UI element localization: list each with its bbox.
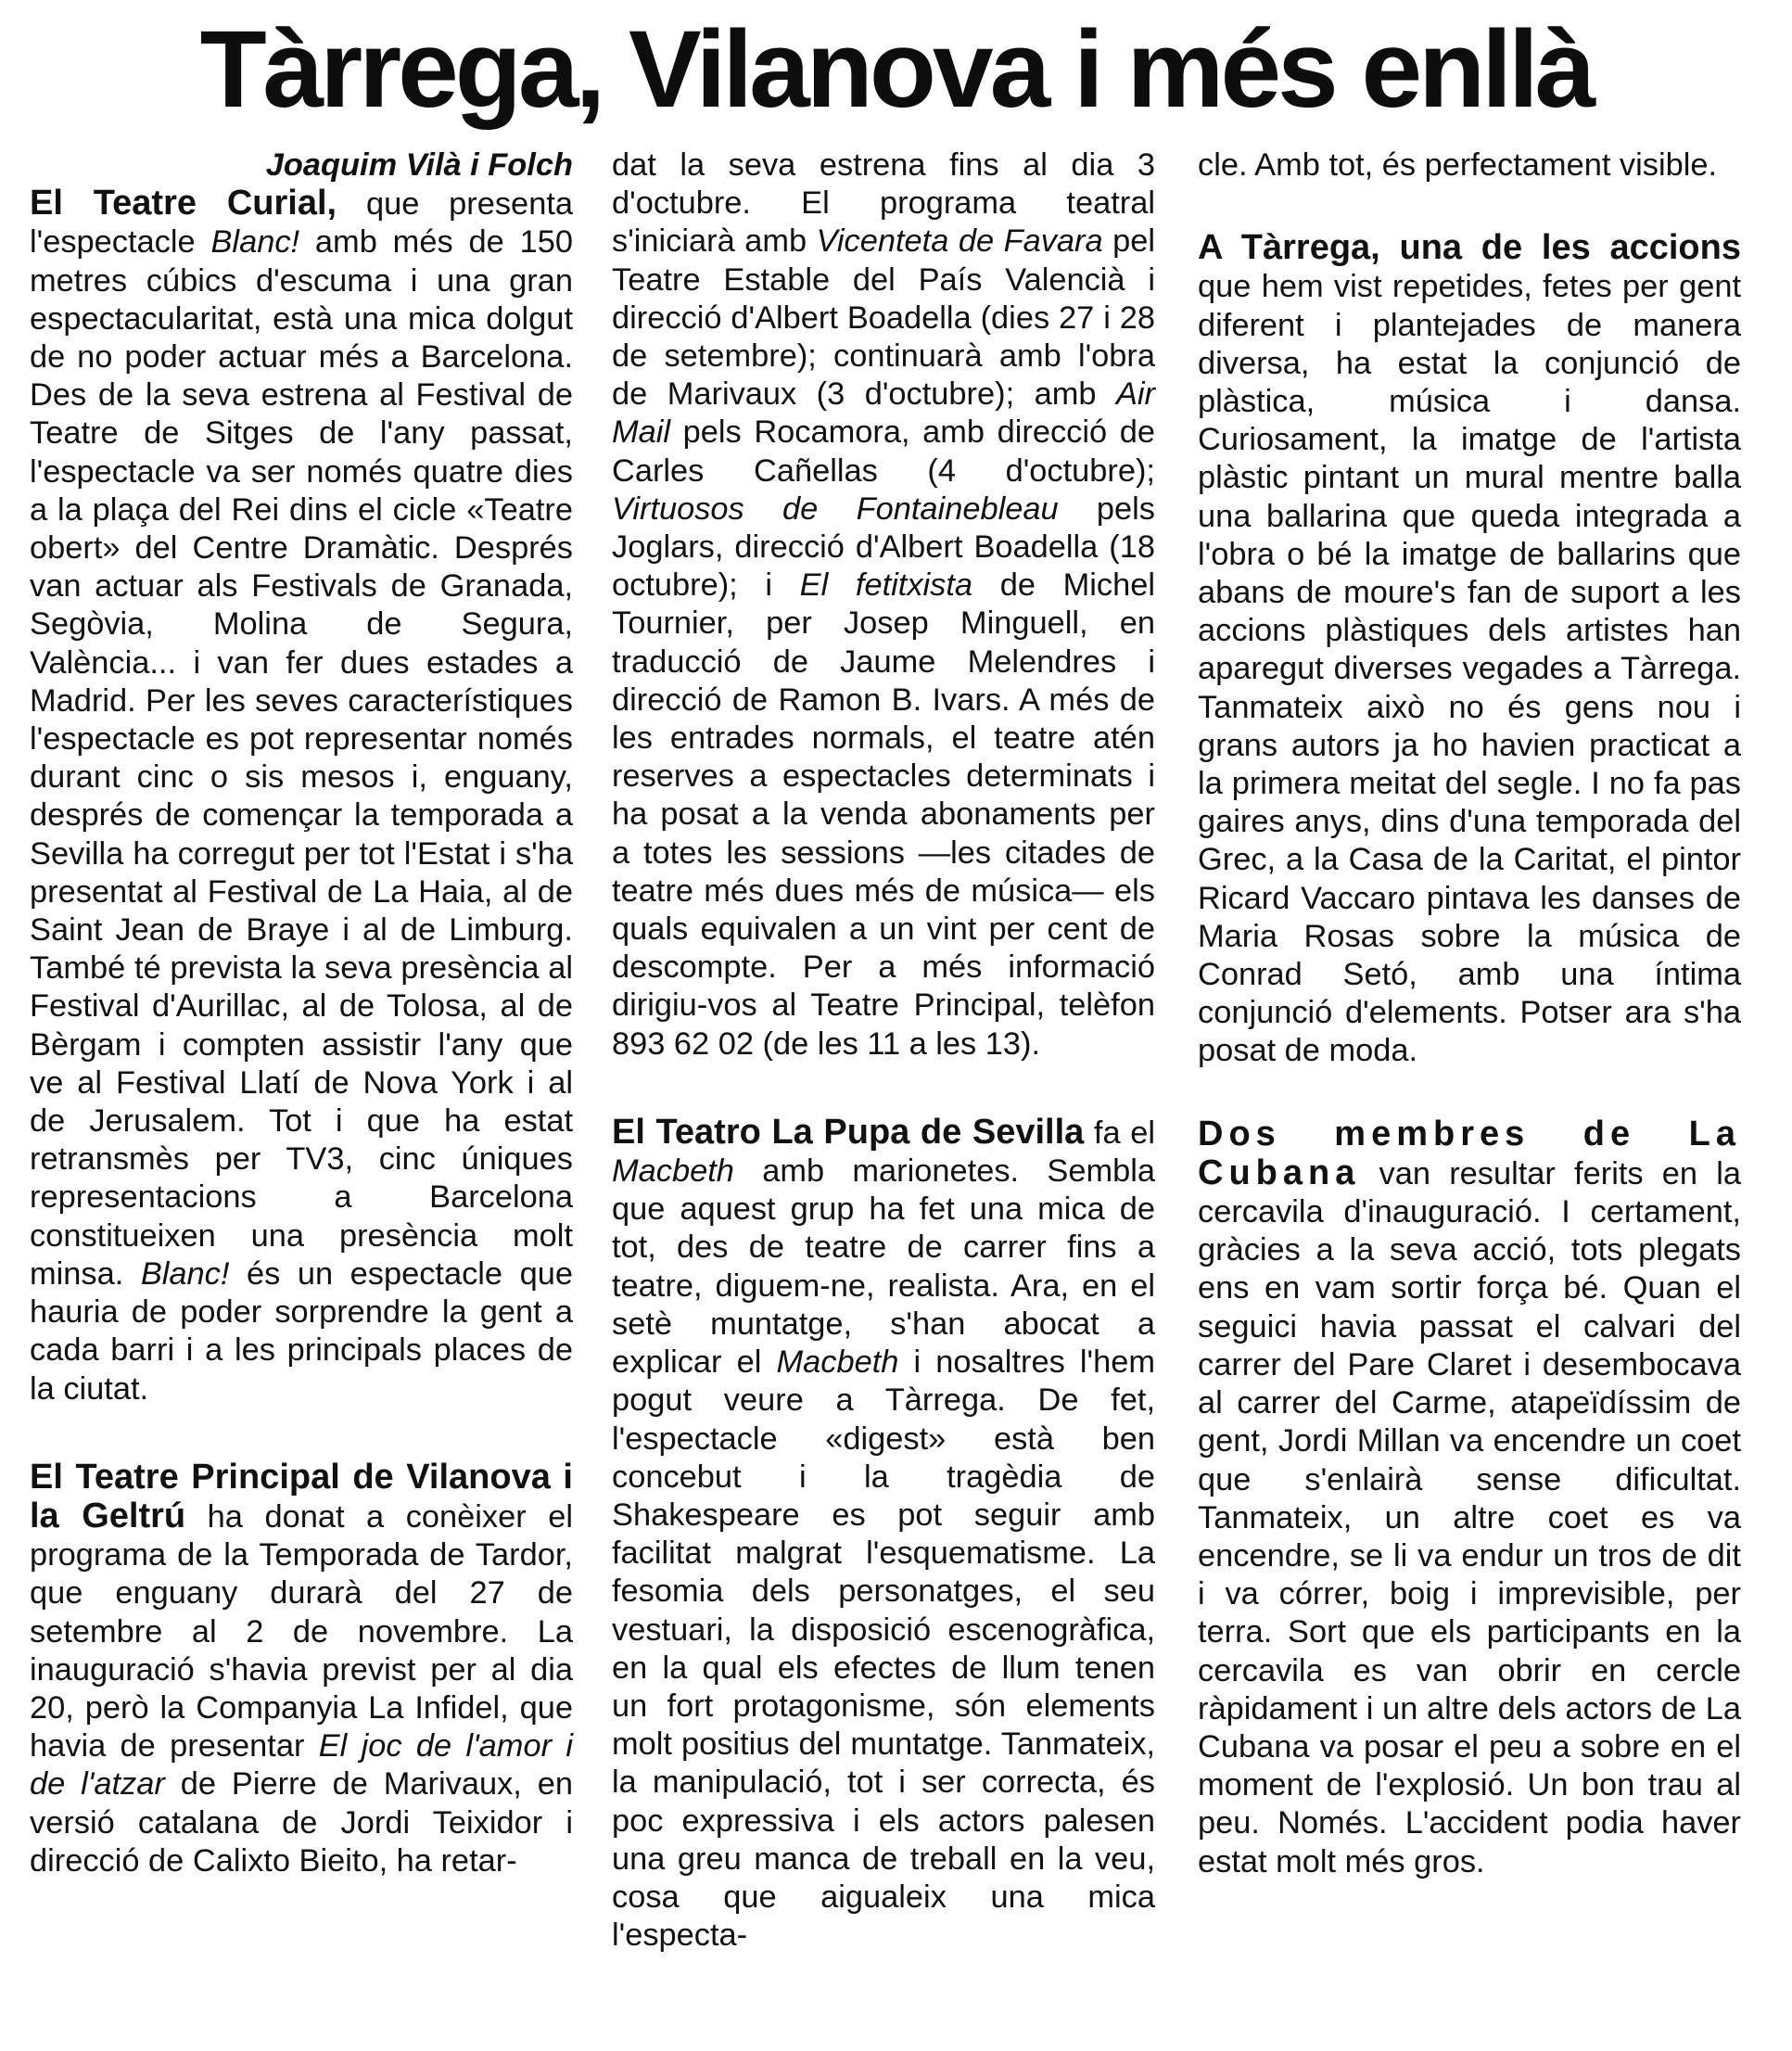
- article-headline: Tàrrega, Vilanova i més enllà: [199, 8, 1593, 131]
- section-spacer: [30, 1408, 573, 1459]
- body-text: amb marionetes. Sembla que aquest grup ha fet una mica de tot, des de teatre de carrer fins a teatre, diguem-ne, realista. Ara, en el setè muntatge, s'han abocat a explicar el: [612, 1153, 1155, 1381]
- section-tarrega: [1198, 229, 1741, 1070]
- body-text: que presenta l'espectacle: [30, 186, 573, 261]
- body-text: ha donat a conèixer el programa de la Temporada de Tardor, que enguany durarà del 27 de setembre al 2 de novembre. La inauguració s'havia previst per al dia 20, però la Companyia La Infidel, que havia de presentar: [30, 1498, 573, 1764]
- body-text: de Pierre de Marivaux, en versió catalana de Jordi Teixidor i direcció de Calixto Bieito, ha retar-: [30, 1766, 573, 1879]
- section-teatre-principal: [30, 1459, 573, 1880]
- column-3: [1198, 146, 1741, 1881]
- section-teatre-curial: [30, 185, 573, 1408]
- section-spacer: [1198, 1071, 1741, 1115]
- byline: Joaquim Vilà i Folch: [265, 147, 573, 183]
- play-title: Air Mail: [612, 376, 1155, 451]
- play-title: El fetitxista: [799, 567, 973, 604]
- body-text: cle. Amb tot, és perfectament visible.: [1198, 147, 1718, 183]
- play-title: Blanc!: [210, 224, 300, 261]
- section-teatro-la-pupa: [612, 1114, 1155, 1955]
- section-lead: Dos membres de La Cubana: [1198, 1114, 1741, 1192]
- section-la-cubana: [1198, 1115, 1741, 1881]
- body-text: que hem vist repetides, fetes per gent diferent i plantejades de manera diversa, ha estat la conjunció de plàstica, música i dansa. Curiosament, la imatge de l'artista plàstic pintant un mural mentre balla una ballarina que queda integrada a l'obra o bé la imatge de ballarins que abans de moure's fan de suport a les accions plàstiques dels artistes han aparegut diverses vegades a Tàrrega. Tanmateix això no és gens nou i grans autors ja ho havien practicat a la primera meitat del segle. I no fa pas gaires anys, dins d'una temporada del Grec, a la Casa de la Caritat, el pintor Ricard Vaccaro pintava les danses de Maria Rosas sobre la música de Conrad Setó, amb una íntima conjunció d'elements. Potser ara s'ha posat de moda.: [1198, 269, 1741, 1069]
- column-1: [30, 146, 573, 1880]
- body-text: pel Teatre Estable del País Valencià i direcció d'Albert Boadella (dies 27 i 28 de setembre); continuarà amb l'obra de Marivaux (3 d'octubre); amb: [612, 223, 1155, 413]
- body-text: pels Joglars, direcció d'Albert Boadella (18 octubre); i: [612, 490, 1155, 604]
- section-teatre-principal-continued: [612, 146, 1155, 1064]
- play-title: Vicenteta de Favara: [816, 223, 1103, 260]
- play-title: Virtuosos de Fontainebleau: [612, 490, 1059, 527]
- section-lead: A Tàrrega, una de les accions: [1198, 228, 1741, 268]
- section-lead: El Teatro La Pupa de Sevilla: [612, 1112, 1085, 1152]
- body-text: van resultar ferits en la cercavila d'inauguració. I certament, gràcies a la seva acció, tots plegats ens en vam sortir força bé. Quan el seguici havia passat el calvari del carrer del Pare Claret i desembocava al carrer del Carme, atapeïdíssim de gent, Jordi Millan va encendre un coet que s'enlairà sense dificultat. Tanmateix, un altre coet es va encendre, se li va endur un tros de dit i va córrer, boig i imprevisible, per terra. Sort que els participants en la cercavila es van obrir en cercle ràpidament i un altre dels actors de La Cubana va posar el peu a sobre en el moment de l'explosió. Un bon trau al peu. Només. L'accident podia haver estat molt més gros.: [1198, 1155, 1741, 1879]
- body-text: amb més de 150 metres cúbics d'escuma i una gran espectacularitat, està una mica dolgut de no poder actuar més a Barcelona. Des de la seva estrena al Festival de Teatre de Sitges de l'any passat, l'espectacle va ser només quatre dies a la plaça del Rei dins el cicle «Teatre obert» del Centre Dramàtic. Després van actuar als Festivals de Granada, Segòvia, Molina de Segura, València... i van fer dues estades a Madrid. Per les seves característiques l'espectacle es pot representar només durant cinc o sis mesos i, enguany, després de començar la temporada a Sevilla ha corregut per tot l'Estat i s'ha presentat al Festival de La Haia, al de Saint Jean de Braye i al de Limburg. També té prevista la seva presència al Festival d'Aurillac, al de Tolosa, al de Bèrgam i compten assistir l'any que ve al Festival Llatí de Nova York i al de Jerusalem. Tot i que ha estat retransmès per TV3, cinc úniques representacions a Barcelona constitueixen una presència molt minsa.: [30, 224, 573, 1292]
- play-title: Blanc!: [140, 1255, 230, 1292]
- section-spacer: [612, 1064, 1155, 1114]
- column-2: [612, 146, 1155, 1955]
- section-lead: El Teatre Principal de Vilanova i la Geltrú: [30, 1457, 573, 1535]
- play-title: Macbeth: [612, 1153, 734, 1190]
- section-spacer: [1198, 185, 1741, 229]
- play-title: Macbeth: [776, 1344, 899, 1381]
- body-text: dat la seva estrena fins al dia 3 d'octubre. El programa teatral s'iniciarà amb: [612, 147, 1155, 260]
- body-text: i nosaltres l'hem pogut veure a Tàrrega. De fet, l'espectacle «digest» està ben concebut i la tragèdia de Shakespeare es pot seguir amb facilitat malgrat l'esquematisme. La fesomia dels personatges, el seu vestuari, la disposició escenogràfica, en la qual els efectes de llum tenen un fort protagonisme, són elements molt positius del muntatge. Tanmateix, la manipulació, tot i ser correcta, és poc expressiva i els actors palesen una greu manca de treball en la veu, cosa que aigualeix una mica l'especta-: [612, 1344, 1155, 1954]
- body-text: pels Rocamora, amb direcció de Carles Cañellas (4 d'octubre);: [612, 414, 1155, 489]
- body-text: de Michel Tournier, per Josep Minguell, en traducció de Jaume Melendres i direcció de Ramon B. Ivars. A més de les entrades normals, el teatre atén reserves a espectacles determinats i ha posat a la venda abonaments per a totes les sessions —les citades de teatre més dues més de música— els quals equivalen a un vint per cent de descompte. Per a més informació dirigiu-vos al Teatre Principal, telèfon 893 62 02 (de les 11 a les 13).: [612, 567, 1156, 1062]
- section-lead: El Teatre Curial,: [30, 184, 337, 223]
- play-title: El joc de l'amor i de l'atzar: [30, 1728, 573, 1803]
- section-teatro-la-pupa-continued: [1198, 146, 1741, 185]
- body-text: fa el: [1084, 1115, 1155, 1151]
- body-text: és un espectacle que hauria de poder sorprendre la gent a cada barri i a les principals places de la ciutat.: [30, 1255, 573, 1407]
